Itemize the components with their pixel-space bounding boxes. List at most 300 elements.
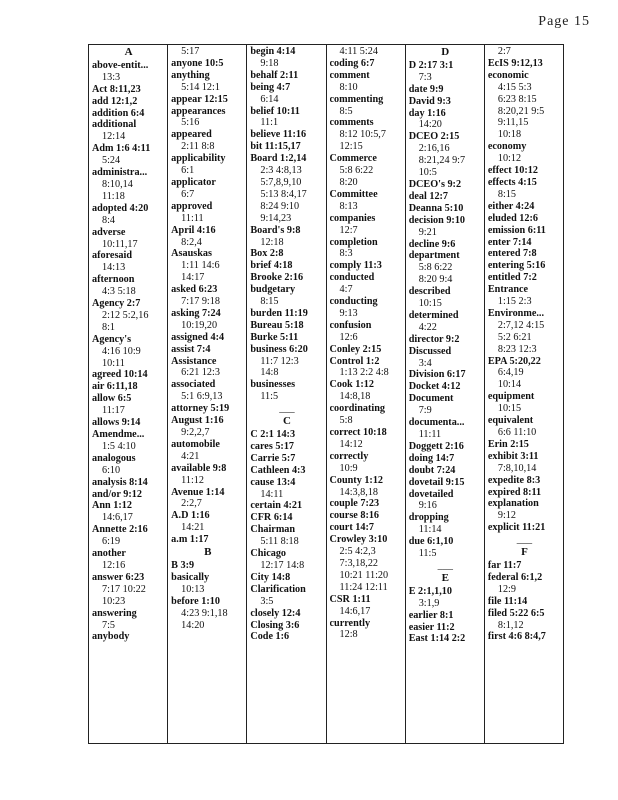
index-reference: 7:9 <box>418 405 432 417</box>
index-reference: 8:23 12:3 <box>497 343 537 355</box>
index-term: coding 6:7 <box>329 57 375 69</box>
index-term: Carrie 5:7 <box>250 452 296 464</box>
index-term: belief 10:11 <box>250 105 300 117</box>
index-term: Box 2:8 <box>250 248 284 260</box>
index-term: before 1:10 <box>171 595 220 607</box>
index-term: administra... <box>92 167 148 179</box>
index-reference: 10:5 <box>418 167 437 179</box>
index-term: Chicago <box>250 548 286 560</box>
index-reference: 1:5 4:10 <box>102 440 136 452</box>
index-term: cause 13:4 <box>250 476 296 488</box>
index-reference: 10:9 <box>339 462 358 474</box>
index-reference: 6:7 <box>181 188 195 200</box>
index-term: Assistance <box>171 355 217 367</box>
index-term: eluded 12:6 <box>487 212 538 224</box>
index-term: anyone 10:5 <box>171 57 224 69</box>
index-reference: 3:5 <box>260 595 274 607</box>
index-term: Cook 1:12 <box>329 379 374 391</box>
index-term: aforesaid <box>92 250 132 262</box>
index-term: Doggett 2:16 <box>408 440 464 452</box>
index-term: certain 4:21 <box>250 500 303 512</box>
index-reference: 6:4,19 <box>497 367 524 379</box>
index-reference: 5:11 8:18 <box>260 536 299 548</box>
index-term: Conley 2:15 <box>329 343 382 355</box>
index-column <box>168 45 247 743</box>
index-term: DCEO's 9:2 <box>408 178 462 190</box>
index-reference: 7:3,18,22 <box>339 557 379 569</box>
index-reference: 7:3 <box>418 71 432 83</box>
index-reference: 2:2,7 <box>181 498 202 510</box>
index-reference: 11:12 <box>181 474 204 486</box>
index-term: above-entit... <box>92 59 149 71</box>
index-term: conducting <box>329 296 378 308</box>
index-reference: 7:8,10,14 <box>497 462 537 474</box>
index-reference: 5:7,8,9,10 <box>260 176 302 188</box>
index-term: August 1:16 <box>171 415 224 427</box>
section-letter: C <box>282 415 291 428</box>
index-term: Ann 1:12 <box>92 500 132 512</box>
index-reference: 11:5 <box>418 548 437 560</box>
index-reference: 1:15 2:3 <box>497 296 532 308</box>
index-term: another <box>92 548 126 560</box>
index-term: explanation <box>487 498 539 510</box>
index-reference: 12:16 <box>102 559 126 571</box>
index-reference: 4:21 <box>181 450 200 462</box>
index-term: dovetail 9:15 <box>408 476 465 488</box>
index-term: expedite 8:3 <box>487 474 541 486</box>
index-reference: 4:3 5:18 <box>102 286 136 298</box>
index-term: Cathleen 4:3 <box>250 464 306 476</box>
index-term: April 4:16 <box>171 224 216 236</box>
index-term: asked 6:23 <box>171 284 218 296</box>
index-term: Committee <box>329 188 378 200</box>
index-term: Board 1:2,14 <box>250 153 307 165</box>
index-term: either 4:24 <box>487 200 535 212</box>
index-term: Burke 5:11 <box>250 331 299 343</box>
index-term: conducted <box>329 272 375 284</box>
index-term: believe 11:16 <box>250 129 307 141</box>
index-term: air 6:11,18 <box>92 381 138 393</box>
index-reference: 6:6 11:10 <box>497 427 537 438</box>
index-term: date 9:9 <box>408 83 444 95</box>
index-reference: 8:20 9:4 <box>418 274 453 286</box>
index-reference: 5:2 6:21 <box>497 331 532 343</box>
index-term: Crowley 3:10 <box>329 534 388 546</box>
index-term: decline 9:6 <box>408 238 456 250</box>
index-term: addition 6:4 <box>92 107 145 119</box>
index-term: brief 4:18 <box>250 260 293 272</box>
index-term: Division 6:17 <box>408 369 466 381</box>
index-term: day 1:16 <box>408 107 446 119</box>
index-term: anybody <box>92 631 130 643</box>
index-term: assigned 4:4 <box>171 331 225 343</box>
section-divider: ___ <box>437 559 453 571</box>
index-term: companies <box>329 212 376 224</box>
index-term: answering <box>92 607 137 619</box>
index-term: E 2:1,1,10 <box>408 585 452 597</box>
index-reference: 14:3,8,18 <box>339 486 379 498</box>
index-term: analysis 8:14 <box>92 476 148 488</box>
index-reference: 12:6 <box>339 331 358 343</box>
index-reference: 11:24 12:11 <box>339 581 388 593</box>
index-term: behalf 2:11 <box>250 69 299 81</box>
index-reference: 14:6,17 <box>102 512 133 524</box>
index-term: Avenue 1:14 <box>171 486 225 498</box>
index-term: equivalent <box>487 415 534 427</box>
index-term: CFR 6:14 <box>250 512 293 524</box>
index-grid <box>88 44 564 744</box>
index-term: entering 5:16 <box>487 260 546 272</box>
index-reference: 5:8 6:22 <box>339 165 374 177</box>
index-term: EPA 5:20,22 <box>487 355 541 367</box>
index-term: Asauskas <box>171 248 212 260</box>
index-term: equipment <box>487 391 535 403</box>
index-term: Control 1:2 <box>329 355 380 367</box>
index-reference: 10:11,17 <box>102 238 138 250</box>
index-column <box>327 45 406 743</box>
index-reference: 5:8 <box>339 415 353 427</box>
index-reference: 5:17 <box>181 46 200 57</box>
index-term: Code 1:6 <box>250 631 290 643</box>
index-term: Agency's <box>92 333 132 345</box>
index-term: effects 4:15 <box>487 176 537 188</box>
page-number: Page 15 <box>538 14 590 29</box>
index-reference: 8:20,21 9:5 <box>497 105 545 117</box>
index-term: explicit 11:21 <box>487 522 546 534</box>
index-reference: 5:8 6:22 <box>418 262 453 274</box>
index-reference: 2:5 4:2,3 <box>339 546 376 558</box>
index-term: Commerce <box>329 153 377 165</box>
index-reference: 8:5 <box>339 105 353 117</box>
index-reference: 8:15 <box>260 296 279 308</box>
index-term: Brooke 2:16 <box>250 272 304 284</box>
index-reference: 9:16 <box>418 500 437 512</box>
index-reference: 10:12 <box>497 153 522 165</box>
index-term: automobile <box>171 438 220 450</box>
index-reference: 11:7 12:3 <box>260 355 299 367</box>
section-divider: ___ <box>516 534 533 546</box>
index-term: director 9:2 <box>408 333 460 345</box>
index-term: filed 5:22 6:5 <box>487 607 545 619</box>
index-reference: 2:3 4:8,13 <box>260 165 302 177</box>
index-term: Agency 2:7 <box>92 298 141 310</box>
index-reference: 7:17 10:22 <box>102 583 146 595</box>
index-term: applicator <box>171 176 216 188</box>
index-reference: 12:15 <box>339 141 363 153</box>
index-reference: 6:14 <box>260 93 279 105</box>
index-reference: 12:17 14:8 <box>260 559 305 571</box>
index-term: afternoon <box>92 274 135 286</box>
index-term: approved <box>171 200 213 212</box>
index-term: expired 8:11 <box>487 486 542 498</box>
index-term: emission 6:11 <box>487 224 546 236</box>
index-reference: 8:10 <box>339 81 358 93</box>
index-reference: 10:15 <box>418 298 442 310</box>
index-reference: 8:15 <box>497 188 516 200</box>
index-term: City 14:8 <box>250 571 291 583</box>
index-reference: 8:2,4 <box>181 236 202 248</box>
section-divider: ___ <box>279 403 295 415</box>
index-term: assist 7:4 <box>171 343 211 355</box>
index-reference: 12:9 <box>497 583 516 595</box>
index-reference: 10:14 <box>497 379 522 391</box>
index-term: County 1:12 <box>329 474 384 486</box>
index-reference: 13:3 <box>102 71 121 83</box>
index-reference: 4:11 5:24 <box>339 46 378 57</box>
index-term: coordinating <box>329 403 385 415</box>
index-term: Document <box>408 393 454 405</box>
index-term: appeared <box>171 129 212 141</box>
index-term: additional <box>92 119 137 131</box>
index-term: add 12:1,2 <box>92 95 138 107</box>
index-term: available 9:8 <box>171 462 227 474</box>
index-column <box>485 45 563 743</box>
index-term: economy <box>487 141 527 153</box>
index-reference: 9:14,23 <box>260 212 292 224</box>
index-term: completion <box>329 236 378 248</box>
index-reference: 6:10 <box>102 464 121 476</box>
index-term: file 11:14 <box>487 595 528 607</box>
index-term: federal 6:1,2 <box>487 571 543 583</box>
index-reference: 11:17 <box>102 405 125 417</box>
index-reference: 8:10,14 <box>102 178 133 190</box>
index-reference: 14:8 <box>260 367 279 379</box>
index-term: comply 11:3 <box>329 260 382 272</box>
index-term: doubt 7:24 <box>408 464 456 476</box>
index-term: basically <box>171 571 210 583</box>
index-term: court 14:7 <box>329 522 374 534</box>
index-reference: 10:23 <box>102 595 126 607</box>
index-reference: 2:7 <box>497 46 511 57</box>
index-reference: 2:11 8:8 <box>181 141 215 153</box>
index-term: Clarification <box>250 583 306 595</box>
index-term: entered 7:8 <box>487 248 537 260</box>
index-term: department <box>408 250 460 262</box>
index-reference: 8:13 <box>339 200 358 212</box>
index-reference: 1:13 2:2 4:8 <box>339 367 389 379</box>
index-reference: 4:16 10:9 <box>102 345 141 357</box>
index-term: applicability <box>171 153 226 165</box>
index-reference: 8:24 9:10 <box>260 200 300 212</box>
index-reference: 11:18 <box>102 190 125 202</box>
index-term: enter 7:14 <box>487 236 532 248</box>
index-reference: 12:7 <box>339 224 358 236</box>
index-term: comment <box>329 69 370 81</box>
index-reference: 11:5 <box>260 391 279 403</box>
index-term: Discussed <box>408 345 452 357</box>
index-term: deal 12:7 <box>408 190 449 202</box>
index-reference: 8:1 <box>102 321 116 333</box>
index-term: D 2:17 3:1 <box>408 59 454 71</box>
index-term: adverse <box>92 226 126 238</box>
index-term: appearances <box>171 105 226 117</box>
index-term: Deanna 5:10 <box>408 202 464 214</box>
index-term: closely 12:4 <box>250 607 301 619</box>
index-reference: 7:17 9:18 <box>181 296 220 308</box>
index-term: due 6:1,10 <box>408 536 454 548</box>
index-term: Docket 4:12 <box>408 381 461 393</box>
index-term: cares 5:17 <box>250 440 295 452</box>
index-reference: 3:1,9 <box>418 597 440 609</box>
index-term: CSR 1:11 <box>329 593 371 605</box>
index-term: attorney 5:19 <box>171 403 230 415</box>
index-reference: 9:21 <box>418 226 437 238</box>
index-term: correct 10:18 <box>329 427 387 438</box>
index-reference: 6:19 <box>102 536 121 548</box>
index-reference: 6:23 8:15 <box>497 93 537 105</box>
index-reference: 8:20 <box>339 176 358 188</box>
index-term: DCEO 2:15 <box>408 131 460 143</box>
index-term: determined <box>408 309 459 321</box>
index-reference: 14:13 <box>102 262 126 274</box>
index-term: anything <box>171 69 210 81</box>
index-reference: 2:7,12 4:15 <box>497 319 545 331</box>
index-term: Adm 1:6 4:11 <box>92 143 151 155</box>
section-letter: E <box>441 571 449 584</box>
index-term: associated <box>171 379 216 391</box>
index-term: asking 7:24 <box>171 307 221 319</box>
index-term: dovetailed <box>408 488 454 500</box>
index-term: Closing 3:6 <box>250 619 300 631</box>
index-reference: 11:1 <box>260 117 279 129</box>
index-term: confusion <box>329 319 372 331</box>
index-reference: 14:8,18 <box>339 391 371 403</box>
index-term: David 9:3 <box>408 95 451 107</box>
index-reference: 14:17 <box>181 272 205 284</box>
index-reference: 3:4 <box>418 357 432 369</box>
index-term: couple 7:23 <box>329 498 380 510</box>
index-column <box>406 45 485 743</box>
index-reference: 8:4 <box>102 214 116 226</box>
index-term: East 1:14 2:2 <box>408 633 466 645</box>
index-term: EcIS 9:12,13 <box>487 57 543 69</box>
index-term: Annette 2:16 <box>92 524 148 536</box>
index-term: described <box>408 286 451 298</box>
index-term: C 2:1 14:3 <box>250 429 296 440</box>
index-term: currently <box>329 617 371 629</box>
index-reference: 11:11 <box>418 429 442 440</box>
index-reference: 5:16 <box>181 117 200 129</box>
index-reference: 14:11 <box>260 488 284 500</box>
index-reference: 4:7 <box>339 284 353 296</box>
index-term: answer 6:23 <box>92 571 145 583</box>
index-term: Act 8:11,23 <box>92 83 141 95</box>
index-term: businesses <box>250 379 296 391</box>
index-term: Entrance <box>487 284 529 296</box>
index-reference: 11:14 <box>418 524 442 536</box>
index-reference: 8:1,12 <box>497 619 524 631</box>
index-column <box>89 45 168 743</box>
index-reference: 6:21 12:3 <box>181 367 220 379</box>
index-reference: 10:11 <box>102 357 125 369</box>
index-term: correctly <box>329 450 369 462</box>
index-term: decision 9:10 <box>408 214 466 226</box>
index-term: allow 6:5 <box>92 393 132 405</box>
index-reference: 8:3 <box>339 248 353 260</box>
index-term: economic <box>487 69 529 81</box>
index-term: budgetary <box>250 284 296 296</box>
index-reference: 6:1 <box>181 165 195 177</box>
section-letter: F <box>521 546 528 559</box>
index-term: Bureau 5:18 <box>250 319 304 331</box>
index-term: earlier 8:1 <box>408 609 454 621</box>
index-term: A.D 1:16 <box>171 510 210 522</box>
index-reference: 5:14 12:1 <box>181 81 220 93</box>
index-term: analogous <box>92 452 136 464</box>
index-reference: 8:12 10:5,7 <box>339 129 386 141</box>
index-term: Erin 2:15 <box>487 438 529 450</box>
index-reference: 10:21 11:20 <box>339 569 389 581</box>
index-reference: 10:13 <box>181 583 205 595</box>
index-term: allows 9:14 <box>92 417 141 429</box>
index-reference: 5:1 6:9,13 <box>181 391 223 403</box>
index-term: entitled 7:2 <box>487 272 537 284</box>
index-reference: 9:12 <box>497 510 516 522</box>
index-reference: 5:24 <box>102 155 121 167</box>
index-reference: 5:13 8:4,17 <box>260 188 307 200</box>
index-reference: 14:12 <box>339 438 363 450</box>
index-reference: 10:19,20 <box>181 319 218 331</box>
index-term: burden 11:19 <box>250 307 308 319</box>
index-term: doing 14:7 <box>408 452 455 464</box>
index-column <box>247 45 326 743</box>
index-reference: 9:11,15 <box>497 117 529 129</box>
index-term: adopted 4:20 <box>92 202 149 214</box>
index-reference: 4:22 <box>418 321 437 333</box>
index-term: bit 11:15,17 <box>250 141 301 153</box>
index-term: Amendme... <box>92 429 145 440</box>
index-term: Environme... <box>487 307 544 319</box>
index-reference: 2:12 5:2,16 <box>102 309 149 321</box>
index-term: far 11:7 <box>487 559 522 571</box>
index-term: course 8:16 <box>329 510 380 522</box>
index-reference: 9:13 <box>339 307 358 319</box>
index-reference: 12:8 <box>339 629 358 641</box>
index-term: appear 12:15 <box>171 93 228 105</box>
index-term: begin 4:14 <box>250 46 296 57</box>
section-letter: B <box>204 546 212 559</box>
index-term: exhibit 3:11 <box>487 450 539 462</box>
index-term: Board's 9:8 <box>250 224 301 236</box>
index-term: effect 10:12 <box>487 165 538 177</box>
index-term: dropping <box>408 512 449 524</box>
index-reference: 9:18 <box>260 57 279 69</box>
index-term: Chairman <box>250 524 296 536</box>
index-reference: 12:18 <box>260 236 284 248</box>
index-term: and/or 9:12 <box>92 488 142 500</box>
index-reference: 4:23 9:1,18 <box>181 607 228 619</box>
section-letter: A <box>124 46 133 58</box>
index-reference: 14:20 <box>181 619 205 631</box>
index-term: easier 11:2 <box>408 621 455 633</box>
index-term: business 6:20 <box>250 343 308 355</box>
index-term: agreed 10:14 <box>92 369 148 381</box>
index-reference: 7:5 <box>102 619 116 631</box>
index-reference: 1:11 14:6 <box>181 260 220 272</box>
index-reference: 8:21,24 9:7 <box>418 155 466 167</box>
index-reference: 9:2,2,7 <box>181 427 210 438</box>
index-reference: 4:15 5:3 <box>497 81 532 93</box>
index-reference: 10:18 <box>497 129 522 141</box>
index-reference: 14:6,17 <box>339 605 371 617</box>
index-reference: 11:11 <box>181 212 204 224</box>
index-term: first 4:6 8:4,7 <box>487 631 546 643</box>
index-term: B 3:9 <box>171 559 195 571</box>
index-reference: 14:20 <box>418 119 442 131</box>
index-term: being 4:7 <box>250 81 291 93</box>
index-term: documenta... <box>408 417 465 429</box>
index-term: comments <box>329 117 374 129</box>
